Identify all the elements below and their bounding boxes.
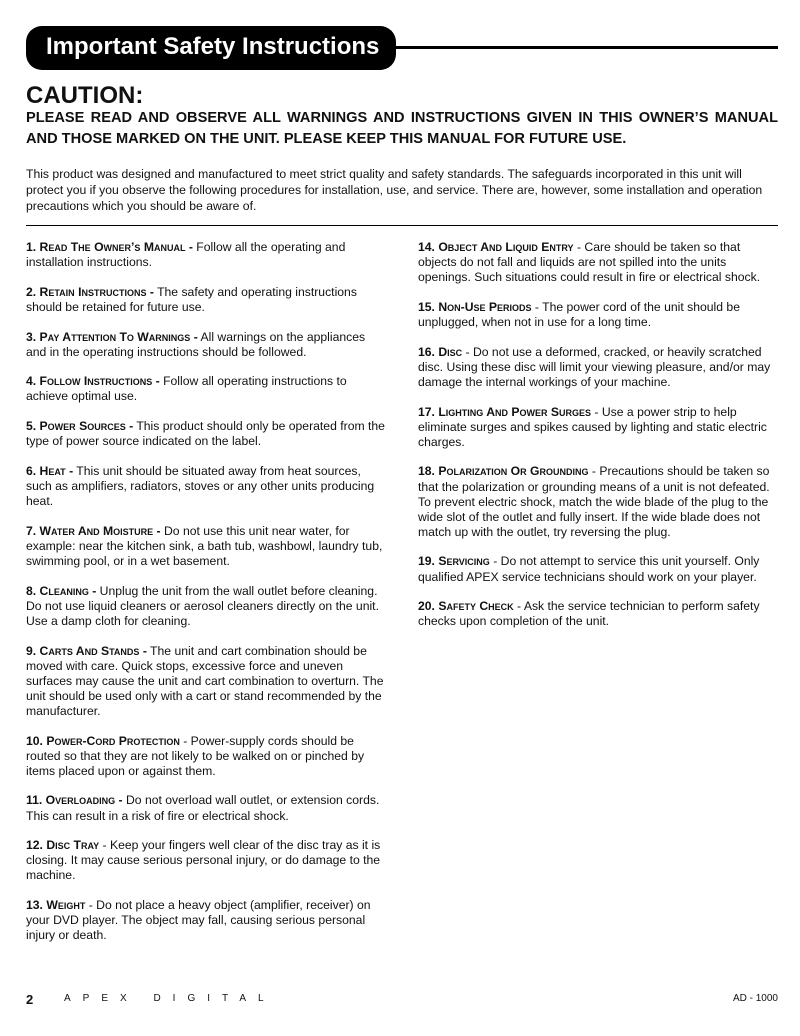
item-body: - Use a power strip to help eliminate surges and spikes caused by lighting and static electric charges. [418, 404, 767, 449]
page-number: 2 [26, 992, 34, 1007]
divider [26, 225, 778, 226]
item-heading: 13. Weight [26, 898, 86, 913]
item-heading: 15. Non-Use Periods [418, 299, 532, 314]
item-body: This unit should be situated away from heat sources, such as amplifiers, radiators, stoves or any other units producing heat. [26, 463, 375, 509]
page-footer [26, 992, 778, 1008]
item-body: Follow all operating instructions to achieve optimal use. [26, 374, 347, 404]
item-heading: 6. Heat - [26, 463, 74, 478]
item-heading: 2. Retain Instructions - [26, 284, 154, 299]
safety-item [418, 345, 778, 390]
intro-paragraph: This product was designed and manufactured to meet strict quality and safety standards. The safeguards incorporated in this unit will protect you if you observe the following procedures for installation, use, and service. There are, however, some installation and operation precautions which you should be aware of. [26, 167, 763, 213]
item-body: Do not use this unit near water, for example: near the kitchen sink, a bath tub, washbowl, laundry tub, swimming pool, or in a wet basement. [26, 523, 383, 568]
item-heading: 20. Safety Check [418, 599, 514, 614]
item-body: The unit and cart combination should be moved with care. Quick stops, excessive force and uneven surfaces may cause the unit and cart combination to overturn. The unit should be used only with a cart or stand recommended by the manufacturer. [26, 643, 384, 718]
header-rule [392, 46, 778, 49]
brand-name: APEX DIGITAL [64, 993, 276, 1004]
safety-item [26, 374, 386, 404]
item-body: - Ask the service technician to perform safety checks upon completion of the unit. [418, 599, 760, 629]
safety-item [26, 898, 386, 943]
item-heading: 7. Water And Moisture - [26, 523, 161, 538]
item-heading: 1. Read The Owner’s Manual - [26, 240, 193, 254]
caution-heading: CAUTION: [26, 82, 144, 109]
item-body: - Keep your fingers well clear of the disc tray as it is closing. It may cause serious personal injury, or do damage to the machine. [26, 838, 381, 883]
safety-item [418, 300, 778, 330]
safety-item [26, 419, 386, 449]
left-column [26, 240, 386, 958]
item-heading: 11. Overloading - [26, 793, 123, 808]
model-number: AD - 1000 [732, 993, 778, 1004]
safety-item [26, 330, 386, 360]
item-heading: 4. Follow Instructions - [26, 374, 160, 389]
safety-item [418, 405, 778, 450]
safety-item [418, 599, 778, 629]
item-heading: 19. Servicing [418, 554, 490, 569]
item-body: The safety and operating instructions should be retained for future use. [26, 284, 357, 314]
safety-item [418, 464, 778, 539]
safety-item [26, 524, 386, 569]
item-body: - Care should be taken so that objects do not fall and liquids are not spilled into the units openings. Such situations could result in fire or electrical shock. [418, 240, 761, 285]
safety-item [418, 240, 778, 285]
safety-item [26, 464, 386, 509]
item-body: Unplug the unit from the wall outlet before cleaning. Do not use liquid cleaners or aerosol cleaners directly on the unit. Use a damp cloth for cleaning. [26, 583, 379, 628]
item-body: Follow all the operating and installation instructions. [26, 240, 346, 270]
item-heading: 10. Power-Cord Protection [26, 733, 180, 748]
page-title: Important Safety Instructions [46, 33, 380, 60]
item-heading: 3. Pay Attention To Warnings - [26, 329, 198, 344]
item-body: - The power cord of the unit should be unplugged, when not in use for a long time. [418, 299, 740, 329]
caution-text: PLEASE READ AND OBSERVE ALL WARNINGS AND INSTRUCTIONS GIVEN IN THIS OWNER’S MANUAL AND THOSE MARKED ON THE UNIT. PLEASE KEEP THIS MANUAL FOR FUTURE USE. [26, 110, 778, 147]
safety-item [26, 285, 386, 315]
item-heading: 8. Cleaning - [26, 583, 97, 598]
safety-item [26, 240, 386, 270]
item-body: - Power-supply cords should be routed so that they are not likely to be walked on or pinched by items placed upon or against them. [26, 733, 365, 778]
item-body: - Do not use a deformed, cracked, or heavily scratched disc. Using these disc will limit your viewing pleasure, and/or may damage the internal workings of your machine. [418, 344, 771, 389]
safety-item [26, 734, 386, 779]
safety-item [26, 584, 386, 629]
section-header [26, 26, 778, 70]
item-heading: 14. Object And Liquid Entry [418, 240, 574, 254]
item-body: This product should only be operated from the type of power source indicated on the label. [26, 419, 385, 449]
item-heading: 17. Lighting And Power Surges [418, 404, 592, 419]
safety-item [26, 838, 386, 883]
item-heading: 18. Polarization Or Grounding [418, 464, 589, 479]
safety-item [26, 644, 386, 719]
item-body: All warnings on the appliances and in the operating instructions should be followed. [26, 329, 366, 359]
safety-item [418, 554, 778, 584]
item-heading: 9. Carts And Stands - [26, 643, 147, 658]
item-heading: 5. Power Sources - [26, 419, 134, 434]
item-body: Do not overload wall outlet, or extension cords. This can result in a risk of fire or electrical shock. [26, 793, 380, 823]
header-pill [26, 26, 396, 70]
item-heading: 16. Disc [418, 344, 463, 359]
item-body: - Do not attempt to service this unit yourself. Only qualified APEX service technicians should work on your player. [418, 554, 760, 584]
right-column [418, 240, 778, 644]
item-heading: 12. Disc Tray [26, 838, 100, 853]
item-body: - Precautions should be taken so that the polarization or grounding means of a unit is not defeated. To prevent electric shock, match the wide blade of the plug to the wide slot of the outlet and fully insert. If the wide blade does not match up with the outlet, try reversing the plug. [418, 464, 770, 539]
item-body: - Do not place a heavy object (amplifier, receiver) on your DVD player. The object may fall, causing serious personal injury or death. [26, 898, 371, 943]
safety-item [26, 793, 386, 823]
